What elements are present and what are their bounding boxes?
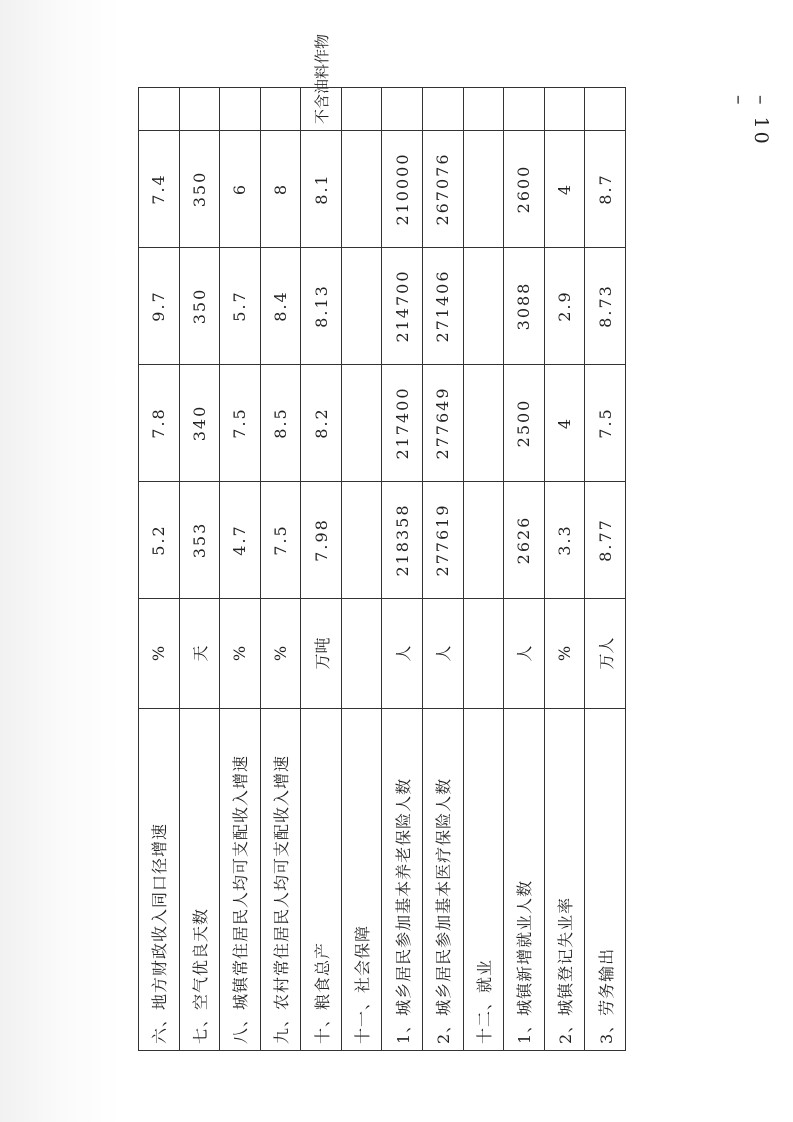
row-value-4: 8.7 [585, 131, 626, 248]
table-row [220, 88, 261, 1051]
row-name: 十一、社会保障 [341, 709, 382, 1051]
table-row [179, 88, 220, 1051]
row-value-1: 5.2 [139, 482, 180, 599]
row-name: 2、城乡居民参加基本医疗保险人数 [423, 709, 464, 1051]
row-name: 3、劳务输出 [585, 709, 626, 1051]
row-value-1: 218358 [382, 482, 423, 599]
table-row [585, 88, 626, 1051]
row-unit: 万人 [585, 599, 626, 709]
row-unit: 万吨 [301, 599, 342, 709]
row-value-3 [463, 248, 504, 365]
row-value-2: 2500 [504, 365, 545, 482]
row-note [220, 88, 261, 131]
row-value-1: 277619 [423, 482, 464, 599]
row-note [504, 88, 545, 131]
table-row [301, 88, 342, 1051]
row-value-4 [463, 131, 504, 248]
row-note [139, 88, 180, 131]
row-value-1: 8.77 [585, 482, 626, 599]
row-value-3 [341, 248, 382, 365]
row-value-1: 3.3 [544, 482, 585, 599]
row-value-2: 8.2 [301, 365, 342, 482]
table-row [544, 88, 585, 1051]
row-value-3: 8.4 [260, 248, 301, 365]
row-value-1: 7.5 [260, 482, 301, 599]
row-value-3: 214700 [382, 248, 423, 365]
row-note [423, 88, 464, 131]
row-unit: 人 [423, 599, 464, 709]
row-value-4: 2600 [504, 131, 545, 248]
row-value-1: 7.98 [301, 482, 342, 599]
row-unit: 天 [179, 599, 220, 709]
table-row [382, 88, 423, 1051]
row-value-4: 6 [220, 131, 261, 248]
row-name: 2、城镇登记失业率 [544, 709, 585, 1051]
row-name: 七、空气优良天数 [179, 709, 220, 1051]
indicator-table [138, 87, 626, 1051]
row-name: 九、农村常住居民人均可支配收入增速 [260, 709, 301, 1051]
row-name: 1、城乡居民参加基本养老保险人数 [382, 709, 423, 1051]
row-value-1: 4.7 [220, 482, 261, 599]
row-unit: % [139, 599, 180, 709]
row-name: 十、粮食总产 [301, 709, 342, 1051]
row-value-3: 9.7 [139, 248, 180, 365]
row-value-2: 7.5 [220, 365, 261, 482]
row-unit: % [544, 599, 585, 709]
row-unit: % [220, 599, 261, 709]
row-value-4: 4 [544, 131, 585, 248]
row-note [463, 88, 504, 131]
row-value-4: 350 [179, 131, 220, 248]
row-name: 1、城镇新增就业人数 [504, 709, 545, 1051]
row-value-3: 5.7 [220, 248, 261, 365]
row-unit: 人 [504, 599, 545, 709]
table-row [139, 88, 180, 1051]
row-value-1: 353 [179, 482, 220, 599]
row-value-3: 3088 [504, 248, 545, 365]
row-note [341, 88, 382, 131]
row-value-3: 8.73 [585, 248, 626, 365]
table-row [504, 88, 545, 1051]
row-note [544, 88, 585, 131]
table-row [260, 88, 301, 1051]
rotated-table-wrapper [138, 88, 626, 1051]
row-value-1 [463, 482, 504, 599]
row-value-3: 350 [179, 248, 220, 365]
row-value-3: 2.9 [544, 248, 585, 365]
row-value-4: 7.4 [139, 131, 180, 248]
row-value-4: 8 [260, 131, 301, 248]
row-note [179, 88, 220, 131]
row-value-3: 8.13 [301, 248, 342, 365]
table-row [423, 88, 464, 1051]
row-value-1: 2626 [504, 482, 545, 599]
table-row [341, 88, 382, 1051]
row-note [260, 88, 301, 131]
row-value-2: 277649 [423, 365, 464, 482]
row-note [301, 88, 342, 131]
table-row [463, 88, 504, 1051]
row-unit [341, 599, 382, 709]
page-number: – 10 – [728, 95, 772, 147]
row-name: 六、地方财政收入同口径增速 [139, 709, 180, 1051]
row-name: 十二、就业 [463, 709, 504, 1051]
row-value-2 [463, 365, 504, 482]
row-unit: 人 [382, 599, 423, 709]
row-unit [463, 599, 504, 709]
row-note [382, 88, 423, 131]
row-value-2: 7.8 [139, 365, 180, 482]
row-value-2: 340 [179, 365, 220, 482]
row-value-3: 271406 [423, 248, 464, 365]
row-value-2: 8.5 [260, 365, 301, 482]
row-name: 八、城镇常住居民人均可支配收入增速 [220, 709, 261, 1051]
row-value-2: 4 [544, 365, 585, 482]
row-value-2 [341, 365, 382, 482]
row-value-1 [341, 482, 382, 599]
row-unit: % [260, 599, 301, 709]
row-value-4: 267076 [423, 131, 464, 248]
row-value-2: 7.5 [585, 365, 626, 482]
row-value-2: 217400 [382, 365, 423, 482]
row-note [585, 88, 626, 131]
row-value-4 [341, 131, 382, 248]
row-value-4: 8.1 [301, 131, 342, 248]
row-value-4: 210000 [382, 131, 423, 248]
